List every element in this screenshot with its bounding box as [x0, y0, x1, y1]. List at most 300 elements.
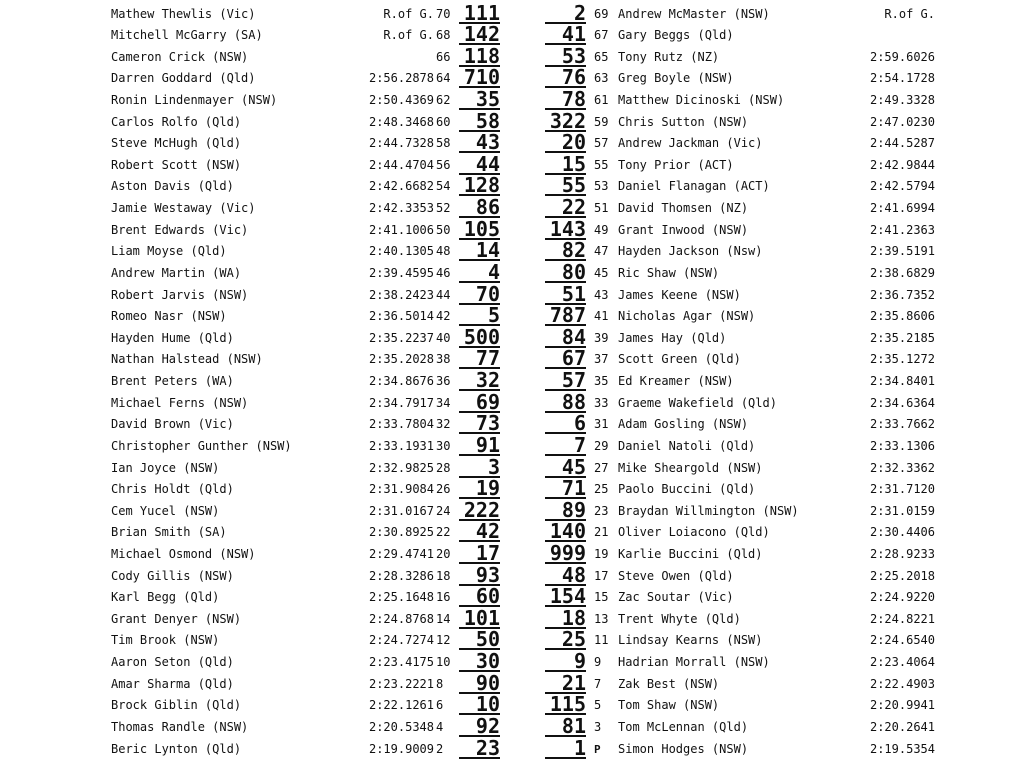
left-driver-name: Michael Ferns (NSW) — [111, 395, 249, 410]
right-grid-position: 67 — [594, 28, 609, 43]
right-grid-position: 15 — [594, 590, 609, 605]
left-lap-time: 2:35.2237 — [368, 330, 434, 345]
right-lap-time: 2:31.7120 — [869, 482, 935, 497]
left-lap-time: 2:30.8925 — [368, 525, 434, 540]
left-car-number: 43 — [459, 133, 500, 153]
left-grid-position: 26 — [436, 482, 451, 497]
left-grid-position: 36 — [436, 374, 451, 389]
left-grid-position: 50 — [436, 222, 451, 237]
left-lap-time: 2:44.4704 — [368, 157, 434, 172]
left-driver-name: David Brown (Vic) — [111, 417, 234, 432]
left-car-number: 5 — [459, 306, 500, 326]
right-grid-position: 57 — [594, 136, 609, 151]
left-driver-name: Aaron Seton (Qld) — [111, 655, 234, 670]
right-grid-position: 39 — [594, 330, 609, 345]
left-car-number: 105 — [459, 220, 500, 240]
left-lap-time: 2:31.0167 — [368, 503, 434, 518]
grid-row — [0, 368, 1024, 393]
right-lap-time: 2:34.8401 — [869, 374, 935, 389]
right-lap-time: 2:22.4903 — [869, 676, 935, 691]
right-car-number: 55 — [545, 176, 586, 196]
right-grid-position: 27 — [594, 460, 609, 475]
right-driver-name: James Hay (Qld) — [618, 330, 727, 345]
grid-row — [0, 130, 1024, 155]
left-driver-name: Brian Smith (SA) — [111, 525, 227, 540]
right-lap-time: R.of G. — [884, 6, 935, 21]
grid-row — [0, 195, 1024, 220]
left-car-number: 30 — [459, 652, 500, 672]
left-car-number: 118 — [459, 47, 500, 67]
left-driver-name: Romeo Nasr (NSW) — [111, 309, 227, 324]
right-driver-name: Andrew McMaster (NSW) — [618, 6, 770, 21]
right-lap-time: 2:28.9233 — [869, 547, 935, 561]
left-lap-time: 2:39.4595 — [368, 265, 434, 280]
left-car-number: 35 — [459, 90, 500, 110]
left-car-number: 60 — [459, 587, 500, 607]
left-lap-time: 2:56.2878 — [368, 71, 434, 86]
left-car-number: 86 — [459, 198, 500, 218]
grid-row — [0, 238, 1024, 263]
right-driver-name: Hadrian Morrall (NSW) — [618, 655, 770, 670]
left-car-number: 77 — [459, 349, 500, 369]
left-lap-time: 2:48.3468 — [368, 114, 434, 129]
left-grid-position: 44 — [436, 287, 451, 302]
left-lap-time: 2:44.7328 — [368, 136, 434, 151]
right-car-number: 81 — [545, 717, 586, 737]
left-grid-position: 60 — [436, 114, 451, 129]
right-car-number: 76 — [545, 68, 586, 88]
left-car-number: 19 — [459, 479, 500, 499]
right-driver-name: Ed Kreamer (NSW) — [618, 374, 734, 389]
grid-row — [0, 346, 1024, 371]
left-grid-position: 14 — [436, 611, 451, 626]
right-driver-name: Mike Sheargold (NSW) — [618, 460, 763, 475]
left-car-number: 14 — [459, 241, 500, 261]
left-grid-position: 30 — [436, 438, 451, 453]
right-grid-position: 47 — [594, 244, 609, 259]
right-grid-position: 43 — [594, 287, 609, 302]
right-driver-name: Gary Beggs (Qld) — [618, 28, 734, 43]
left-car-number: 710 — [459, 68, 500, 88]
left-grid-position: 8 — [436, 676, 444, 691]
right-car-number: 78 — [545, 90, 586, 110]
grid-row — [0, 627, 1024, 652]
right-driver-name: Graeme Wakefield (Qld) — [618, 395, 777, 410]
left-car-number: 10 — [459, 695, 500, 715]
right-lap-time: 2:19.5354 — [869, 741, 935, 756]
right-car-number: 80 — [545, 263, 586, 283]
left-lap-time: 2:24.7274 — [368, 633, 434, 648]
left-grid-position: 20 — [436, 547, 451, 561]
grid-row — [0, 108, 1024, 134]
left-lap-time: 2:38.2423 — [368, 287, 434, 302]
right-car-number: 21 — [545, 674, 586, 694]
left-grid-position: 54 — [436, 179, 451, 194]
right-grid-position: 37 — [594, 352, 609, 367]
grid-row — [0, 432, 1024, 458]
right-car-number: 9 — [545, 652, 586, 672]
grid-row — [0, 43, 1024, 69]
grid-row — [0, 389, 1024, 415]
left-grid-position: 62 — [436, 92, 451, 107]
right-driver-name: Greg Boyle (NSW) — [618, 71, 734, 86]
left-lap-time: 2:34.8676 — [368, 374, 434, 389]
right-lap-time: 2:20.2641 — [869, 719, 935, 734]
right-driver-name: James Keene (NSW) — [618, 287, 741, 302]
left-car-number: 101 — [459, 609, 500, 629]
right-car-number: 57 — [545, 371, 586, 391]
right-grid-position: 35 — [594, 374, 609, 389]
right-grid-position: 49 — [594, 222, 609, 237]
left-grid-position: 52 — [436, 201, 451, 216]
left-lap-time: 2:31.9084 — [368, 482, 434, 497]
left-lap-time: 2:22.1261 — [368, 698, 434, 713]
right-grid-position: 55 — [594, 157, 609, 172]
left-driver-name: Nathan Halstead (NSW) — [111, 352, 263, 367]
grid-row — [0, 605, 1024, 631]
right-grid-position: P — [594, 742, 601, 756]
right-lap-time: 2:59.6026 — [869, 49, 935, 64]
left-car-number: 500 — [459, 328, 500, 348]
grid-row — [0, 562, 1024, 588]
right-driver-name: Oliver Loiacono (Qld) — [618, 525, 770, 540]
right-grid-position: 33 — [594, 395, 609, 410]
left-driver-name: Brent Edwards (Vic) — [111, 222, 249, 237]
right-driver-name: Tom McLennan (Qld) — [618, 719, 749, 734]
right-car-number: 999 — [545, 544, 586, 564]
right-lap-time: 2:42.9844 — [869, 157, 935, 172]
left-driver-name: Thomas Randle (NSW) — [111, 719, 249, 734]
right-grid-position: 45 — [594, 265, 609, 280]
right-driver-name: Nicholas Agar (NSW) — [618, 309, 756, 324]
right-lap-time: 2:35.2185 — [869, 330, 935, 345]
right-lap-time: 2:34.6364 — [869, 395, 935, 410]
right-driver-name: Hayden Jackson (Nsw) — [618, 244, 763, 259]
right-lap-time: 2:30.4406 — [869, 525, 935, 540]
right-lap-time: 2:49.3328 — [869, 92, 935, 107]
right-lap-time: 2:23.4064 — [869, 655, 935, 670]
grid-row — [0, 476, 1024, 501]
left-driver-name: Cameron Crick (NSW) — [111, 49, 249, 64]
left-driver-name: Cem Yucel (NSW) — [111, 503, 220, 518]
grid-row — [0, 584, 1024, 609]
right-car-number: 41 — [545, 25, 586, 45]
right-lap-time: 2:41.6994 — [869, 201, 935, 216]
left-grid-position: 58 — [436, 136, 451, 151]
left-driver-name: Mitchell McGarry (SA) — [111, 28, 263, 43]
right-car-number: 88 — [545, 393, 586, 413]
right-lap-time: 2:38.6829 — [869, 265, 935, 280]
grid-row — [0, 454, 1024, 480]
left-driver-name: Andrew Martin (WA) — [111, 265, 242, 280]
left-driver-name: Aston Davis (Qld) — [111, 179, 234, 194]
right-driver-name: Simon Hodges (NSW) — [618, 741, 749, 756]
left-lap-time: 2:23.2221 — [368, 676, 434, 691]
left-grid-position: 34 — [436, 395, 451, 410]
left-car-number: 3 — [459, 458, 500, 478]
left-driver-name: Beric Lynton (Qld) — [111, 741, 242, 756]
right-grid-position: 21 — [594, 525, 609, 540]
right-grid-position: 5 — [594, 698, 602, 713]
right-lap-time: 2:20.9941 — [869, 698, 935, 713]
right-lap-time: 2:39.5191 — [869, 244, 935, 259]
left-car-number: 128 — [459, 176, 500, 196]
right-driver-name: David Thomsen (NZ) — [618, 201, 749, 216]
right-grid-position: 31 — [594, 417, 609, 432]
left-grid-position: 56 — [436, 157, 451, 172]
left-car-number: 91 — [459, 436, 500, 456]
right-car-number: 84 — [545, 328, 586, 348]
right-car-number: 53 — [545, 47, 586, 67]
right-driver-name: Karlie Buccini (Qld) — [618, 547, 763, 561]
right-grid-position: 63 — [594, 71, 609, 86]
right-driver-name: Tony Prior (ACT) — [618, 157, 734, 172]
left-lap-time: 2:33.1931 — [368, 438, 434, 453]
left-driver-name: Jamie Westaway (Vic) — [111, 201, 256, 216]
right-driver-name: Steve Owen (Qld) — [618, 568, 734, 583]
right-grid-position: 17 — [594, 568, 609, 583]
right-car-number: 20 — [545, 133, 586, 153]
left-grid-position: 32 — [436, 417, 451, 432]
left-driver-name: Cody Gillis (NSW) — [111, 568, 234, 583]
left-driver-name: Amar Sharma (Qld) — [111, 676, 234, 691]
left-driver-name: Steve McHugh (Qld) — [111, 136, 242, 151]
right-lap-time: 2:41.2363 — [869, 222, 935, 237]
left-lap-time: 2:28.3286 — [368, 568, 434, 583]
right-lap-time: 2:24.6540 — [869, 633, 935, 648]
right-driver-name: Tony Rutz (NZ) — [618, 49, 720, 64]
right-driver-name: Braydan Willmington (NSW) — [618, 503, 799, 518]
left-driver-name: Chris Holdt (Qld) — [111, 482, 234, 497]
right-grid-position: 13 — [594, 611, 609, 626]
grid-row — [0, 541, 1024, 566]
left-car-number: 50 — [459, 630, 500, 650]
grid-row — [0, 411, 1024, 436]
right-car-number: 18 — [545, 609, 586, 629]
left-lap-time: 2:24.8768 — [368, 611, 434, 626]
left-grid-position: 40 — [436, 330, 451, 345]
left-grid-position: 2 — [436, 741, 444, 756]
right-lap-time: 2:47.0230 — [869, 114, 935, 129]
left-car-number: 222 — [459, 501, 500, 521]
right-lap-time: 2:44.5287 — [869, 136, 935, 151]
right-grid-position: 3 — [594, 719, 602, 734]
left-driver-name: Robert Jarvis (NSW) — [111, 287, 249, 302]
right-driver-name: Andrew Jackman (Vic) — [618, 136, 763, 151]
left-lap-time: 2:50.4369 — [368, 92, 434, 107]
grid-row — [0, 86, 1024, 112]
right-car-number: 6 — [545, 414, 586, 434]
left-car-number: 44 — [459, 155, 500, 175]
right-car-number: 71 — [545, 479, 586, 499]
left-driver-name: Michael Osmond (NSW) — [111, 547, 256, 561]
right-grid-position: 29 — [594, 438, 609, 453]
right-driver-name: Zak Best (NSW) — [618, 676, 720, 691]
right-grid-position: 53 — [594, 179, 609, 194]
left-grid-position: 70 — [436, 6, 451, 21]
right-lap-time: 2:42.5794 — [869, 179, 935, 194]
left-grid-position: 6 — [436, 698, 444, 713]
left-grid-position: 38 — [436, 352, 451, 367]
right-car-number: 89 — [545, 501, 586, 521]
grid-row — [0, 0, 1024, 26]
grid-row — [0, 216, 1024, 242]
right-driver-name: Scott Green (Qld) — [618, 352, 741, 367]
right-grid-position: 7 — [594, 676, 602, 691]
left-driver-name: Brock Giblin (Qld) — [111, 698, 242, 713]
right-lap-time: 2:24.8221 — [869, 611, 935, 626]
right-car-number: 154 — [545, 587, 586, 607]
grid-row — [0, 692, 1024, 717]
right-driver-name: Ric Shaw (NSW) — [618, 265, 720, 280]
right-car-number: 51 — [545, 285, 586, 305]
right-car-number: 140 — [545, 522, 586, 542]
left-driver-name: Tim Brook (NSW) — [111, 633, 220, 648]
right-grid-position: 23 — [594, 503, 609, 518]
right-lap-time: 2:31.0159 — [869, 503, 935, 518]
right-car-number: 787 — [545, 306, 586, 326]
left-driver-name: Ronin Lindenmayer (NSW) — [111, 92, 278, 107]
left-driver-name: Liam Moyse (Qld) — [111, 244, 227, 259]
right-grid-position: 9 — [594, 655, 602, 670]
right-lap-time: 2:32.3362 — [869, 460, 935, 475]
right-lap-time: 2:33.1306 — [869, 438, 935, 453]
grid-row — [0, 497, 1024, 523]
right-driver-name: Paolo Buccini (Qld) — [618, 482, 756, 497]
left-lap-time: 2:29.4741 — [368, 547, 434, 561]
left-lap-time: 2:42.3353 — [368, 201, 434, 216]
right-car-number: 143 — [545, 220, 586, 240]
grid-row — [0, 713, 1024, 739]
right-car-number: 67 — [545, 349, 586, 369]
left-car-number: 92 — [459, 717, 500, 737]
left-driver-name: Hayden Hume (Qld) — [111, 330, 234, 345]
right-car-number: 7 — [545, 436, 586, 456]
right-grid-position: 41 — [594, 309, 609, 324]
grid-row — [0, 65, 1024, 90]
left-driver-name: Ian Joyce (NSW) — [111, 460, 220, 475]
right-driver-name: Adam Gosling (NSW) — [618, 417, 749, 432]
right-lap-time: 2:54.1728 — [869, 71, 935, 86]
left-car-number: 70 — [459, 285, 500, 305]
right-grid-position: 59 — [594, 114, 609, 129]
right-car-number: 1 — [545, 739, 586, 759]
left-lap-time: 2:32.9825 — [368, 460, 434, 475]
left-grid-position: 24 — [436, 503, 451, 518]
right-driver-name: Tom Shaw (NSW) — [618, 698, 720, 713]
left-driver-name: Carlos Rolfo (Qld) — [111, 114, 242, 129]
left-grid-position: 66 — [436, 49, 451, 64]
left-driver-name: Darren Goddard (Qld) — [111, 71, 256, 86]
right-car-number: 45 — [545, 458, 586, 478]
grid-row — [0, 670, 1024, 696]
left-driver-name: Robert Scott (NSW) — [111, 157, 242, 172]
right-car-number: 82 — [545, 241, 586, 261]
left-lap-time: 2:19.9009 — [368, 741, 434, 756]
left-lap-time: 2:33.7804 — [368, 417, 434, 432]
right-driver-name: Daniel Natoli (Qld) — [618, 438, 756, 453]
left-grid-position: 10 — [436, 655, 451, 670]
left-car-number: 17 — [459, 544, 500, 564]
right-driver-name: Zac Soutar (Vic) — [618, 590, 734, 605]
left-lap-time: 2:25.1648 — [368, 590, 434, 605]
right-grid-position: 69 — [594, 6, 609, 21]
left-grid-position: 18 — [436, 568, 451, 583]
right-grid-position: 19 — [594, 547, 609, 561]
grid-row — [0, 151, 1024, 177]
right-driver-name: Daniel Flanagan (ACT) — [618, 179, 770, 194]
left-grid-position: 22 — [436, 525, 451, 540]
right-lap-time: 2:35.1272 — [869, 352, 935, 367]
left-grid-position: 64 — [436, 71, 451, 86]
left-grid-position: 4 — [436, 719, 444, 734]
right-grid-position: 25 — [594, 482, 609, 497]
left-driver-name: Grant Denyer (NSW) — [111, 611, 242, 626]
left-driver-name: Mathew Thewlis (Vic) — [111, 6, 256, 21]
left-grid-position: 28 — [436, 460, 451, 475]
left-lap-time: 2:34.7917 — [368, 395, 434, 410]
right-driver-name: Grant Inwood (NSW) — [618, 222, 749, 237]
left-car-number: 69 — [459, 393, 500, 413]
grid-row — [0, 649, 1024, 674]
right-car-number: 2 — [545, 4, 586, 24]
left-car-number: 90 — [459, 674, 500, 694]
right-lap-time: 2:36.7352 — [869, 287, 935, 302]
grid-row — [0, 173, 1024, 198]
left-lap-time: 2:40.1305 — [368, 244, 434, 259]
right-car-number: 322 — [545, 112, 586, 132]
grid-row — [0, 22, 1024, 47]
left-lap-time: 2:41.1006 — [368, 222, 434, 237]
left-driver-name: Brent Peters (WA) — [111, 374, 234, 389]
left-car-number: 142 — [459, 25, 500, 45]
left-grid-position: 12 — [436, 633, 451, 648]
left-lap-time: R.of G. — [383, 6, 434, 21]
left-car-number: 93 — [459, 566, 500, 586]
left-car-number: 42 — [459, 522, 500, 542]
right-driver-name: Lindsay Kearns (NSW) — [618, 633, 763, 648]
left-lap-time: 2:36.5014 — [368, 309, 434, 324]
right-grid-position: 61 — [594, 92, 609, 107]
left-grid-position: 48 — [436, 244, 451, 259]
left-lap-time: 2:23.4175 — [368, 655, 434, 670]
left-car-number: 32 — [459, 371, 500, 391]
right-grid-position: 65 — [594, 49, 609, 64]
right-car-number: 115 — [545, 695, 586, 715]
grid-row — [0, 519, 1024, 544]
right-lap-time: 2:35.8606 — [869, 309, 935, 324]
right-lap-time: 2:25.2018 — [869, 568, 935, 583]
right-car-number: 48 — [545, 566, 586, 586]
left-lap-time: 2:42.6682 — [368, 179, 434, 194]
right-driver-name: Chris Sutton (NSW) — [618, 114, 749, 129]
right-lap-time: 2:33.7662 — [869, 417, 935, 432]
right-grid-position: 51 — [594, 201, 609, 216]
left-driver-name: Karl Begg (Qld) — [111, 590, 220, 605]
left-car-number: 4 — [459, 263, 500, 283]
left-car-number: 111 — [459, 4, 500, 24]
grid-row — [0, 324, 1024, 350]
grid-row — [0, 735, 1024, 761]
right-lap-time: 2:24.9220 — [869, 590, 935, 605]
left-grid-position: 46 — [436, 265, 451, 280]
right-driver-name: Trent Whyte (Qld) — [618, 611, 741, 626]
left-lap-time: R.of G. — [383, 28, 434, 43]
right-car-number: 15 — [545, 155, 586, 175]
right-car-number: 22 — [545, 198, 586, 218]
grid-row — [0, 281, 1024, 307]
right-car-number: 25 — [545, 630, 586, 650]
